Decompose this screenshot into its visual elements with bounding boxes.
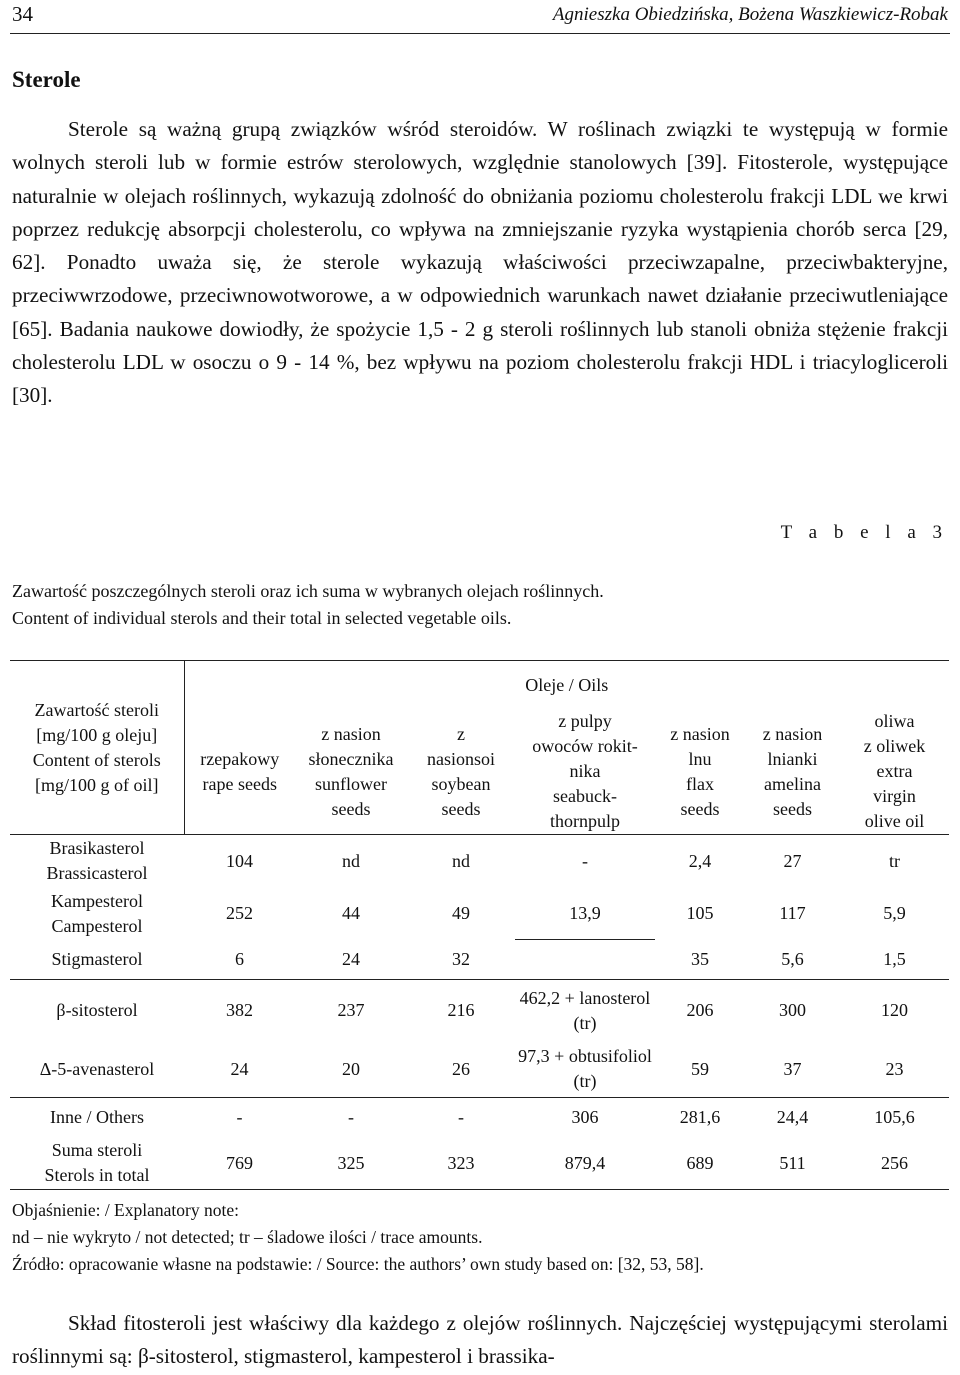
cell: nd: [342, 850, 360, 871]
row-label: Δ-5-avenasterol: [39, 1058, 155, 1079]
section-title: Sterole: [12, 67, 81, 92]
cell: nd: [452, 850, 470, 871]
cell: 689: [655, 1138, 745, 1190]
cell: -: [582, 850, 588, 871]
cell: 6: [235, 948, 244, 969]
note-abbreviations: nd – nie wykryto / not detected; tr – śladowe ilości / trace amounts.: [12, 1227, 483, 1247]
cell: -: [184, 1098, 295, 1138]
cell: 462,2 + lanosterol (tr): [515, 980, 655, 1042]
cell: 27: [783, 850, 802, 871]
cell: 306: [515, 1098, 655, 1138]
table-row: [10, 1042, 949, 1098]
cell: 44: [342, 903, 360, 923]
row-label: β-sitosterol: [10, 980, 184, 1042]
cell: 120: [840, 980, 949, 1042]
caption-pl: Zawartość poszczególnych steroli oraz ich suma w wybranych olejach roślinnych.: [12, 581, 604, 601]
table-label: T a b e l a 3: [780, 522, 948, 543]
col-header-soybean: z nasionsoi soybean seeds: [407, 709, 515, 835]
cell: 323: [407, 1138, 515, 1190]
row-label: Suma steroli Sterols in total: [10, 1138, 184, 1190]
cell: 32: [452, 948, 470, 969]
cell: 1,5: [883, 948, 906, 969]
cell: 769: [184, 1138, 295, 1190]
cell: 13,9: [569, 902, 601, 923]
table-notes: [12, 1197, 704, 1278]
table-caption: [12, 578, 604, 632]
cell: 511: [745, 1138, 840, 1190]
table-row: [10, 1138, 949, 1190]
cell: 26: [452, 1058, 470, 1079]
header-rule: [10, 33, 950, 34]
table-row: [10, 835, 949, 888]
row-label: Kampesterol Campesterol: [51, 890, 143, 936]
cell: [515, 940, 655, 980]
cell: 216: [407, 980, 515, 1042]
cell: tr: [889, 850, 900, 871]
cell: 281,6: [655, 1098, 745, 1138]
col-header-sunflower: z nasion słonecznika sunflower seeds: [295, 709, 407, 835]
cell: 97,3 + obtusifoliol (tr): [518, 1046, 652, 1092]
cell: 24: [230, 1058, 249, 1079]
cell: 105,6: [840, 1098, 949, 1138]
cell: -: [407, 1098, 515, 1138]
cell: 59: [691, 1058, 709, 1079]
row-label: Brasikasterol Brassicasterol: [46, 838, 148, 884]
cell: 37: [783, 1058, 802, 1079]
note-explanatory: Objaśnienie: / Explanatory note:: [12, 1200, 239, 1220]
col-header-camelina: z nasion lnianki amelina seeds: [745, 709, 840, 835]
cell: 5,6: [781, 948, 804, 969]
table-row: [10, 980, 949, 1042]
cell: 35: [691, 948, 709, 969]
cell: -: [295, 1098, 407, 1138]
body-paragraph-1: Sterole są ważną grupą związków wśród steroidów. W roślinach związki te występują w formie wolnych steroli lub w formie estrów sterolowych, względnie stanolowych [39]. Fitosterole, występujące naturalnie w olejach roślinnych, wykazują zdolność do obniżania poziomu cholesterolu frakcji LDL we krwi poprzez redukcję absorpcji cholesterolu, co wpływa na zmniejszanie ryzyka wystąpienia chorób serca [29, 62]. Ponadto uważa się, że sterole wykazują właściwości przeciwzapalne, przeciwbakteryjne, przeciwwrzodowe, przeciwnowotworowe, a w odpowiednich warunkach nawet działanie przeciwutleniające [65]. Badania naukowe dowiodły, że spożycie 1,5 - 2 g steroli roślinnych lub stanoli obniża stężenie frakcji cholesterolu LDL w osoczu o 9 - 14 %, bez wpływu na poziom cholesterolu frakcji HDL i triacylogliceroli [30].: [12, 117, 948, 408]
cell: 24,4: [745, 1098, 840, 1138]
cell: 5,9: [883, 903, 906, 923]
row-label: Inne / Others: [10, 1098, 184, 1138]
cell: 300: [745, 980, 840, 1042]
col-header-flax: z nasion lnu flax seeds: [655, 709, 745, 835]
cell: 117: [779, 903, 806, 923]
cell: 206: [655, 980, 745, 1042]
cell: 104: [226, 850, 253, 871]
cell: 2,4: [688, 850, 712, 871]
table-row: [10, 888, 949, 940]
body-paragraph-2: Skład fitosteroli jest właściwy dla każdego z olejów roślinnych. Najczęściej występującymi sterolami roślinnymi są: β-sitosterol, stigmasterol, kampesterol i brassika-: [12, 1311, 948, 1369]
stub-header: Zawartość steroli [mg/100 g oleju] Content of sterols [mg/100 g of oil]: [10, 661, 184, 835]
note-source: Źródło: opracowanie własne na podstawie: / Source: the authors’ own study based on: [32, 53, 58].: [12, 1254, 704, 1274]
cell: 382: [184, 980, 295, 1042]
table-row: [10, 1098, 949, 1138]
cell: 24: [342, 948, 360, 969]
cell: 237: [295, 980, 407, 1042]
cell: 105: [686, 903, 714, 923]
col-header-olive: oliwa z oliwek extra virgin olive oil: [840, 709, 949, 835]
row-label: Stigmasterol: [51, 948, 143, 969]
page-number: 34: [12, 2, 33, 26]
oils-group-header: Oleje / Oils: [184, 661, 949, 710]
sterols-table: [10, 660, 949, 1190]
cell: 256: [840, 1138, 949, 1190]
cell: 23: [885, 1058, 904, 1079]
table-row: [10, 940, 949, 980]
cell: 252: [226, 903, 253, 923]
cell: 325: [295, 1138, 407, 1190]
caption-en: Content of individual sterols and their total in selected vegetable oils.: [12, 608, 512, 628]
cell: 20: [342, 1058, 360, 1079]
cell: 879,4: [515, 1138, 655, 1190]
cell: 49: [452, 903, 470, 923]
running-header-authors: Agnieszka Obiedzińska, Bożena Waszkiewicz-Robak: [552, 4, 948, 25]
col-header-seabuckthorn: z pulpy owoców rokit- nika seabuck- thornpulp: [515, 709, 655, 835]
col-header-rapeseed: rzepakowy rape seeds: [184, 709, 295, 835]
